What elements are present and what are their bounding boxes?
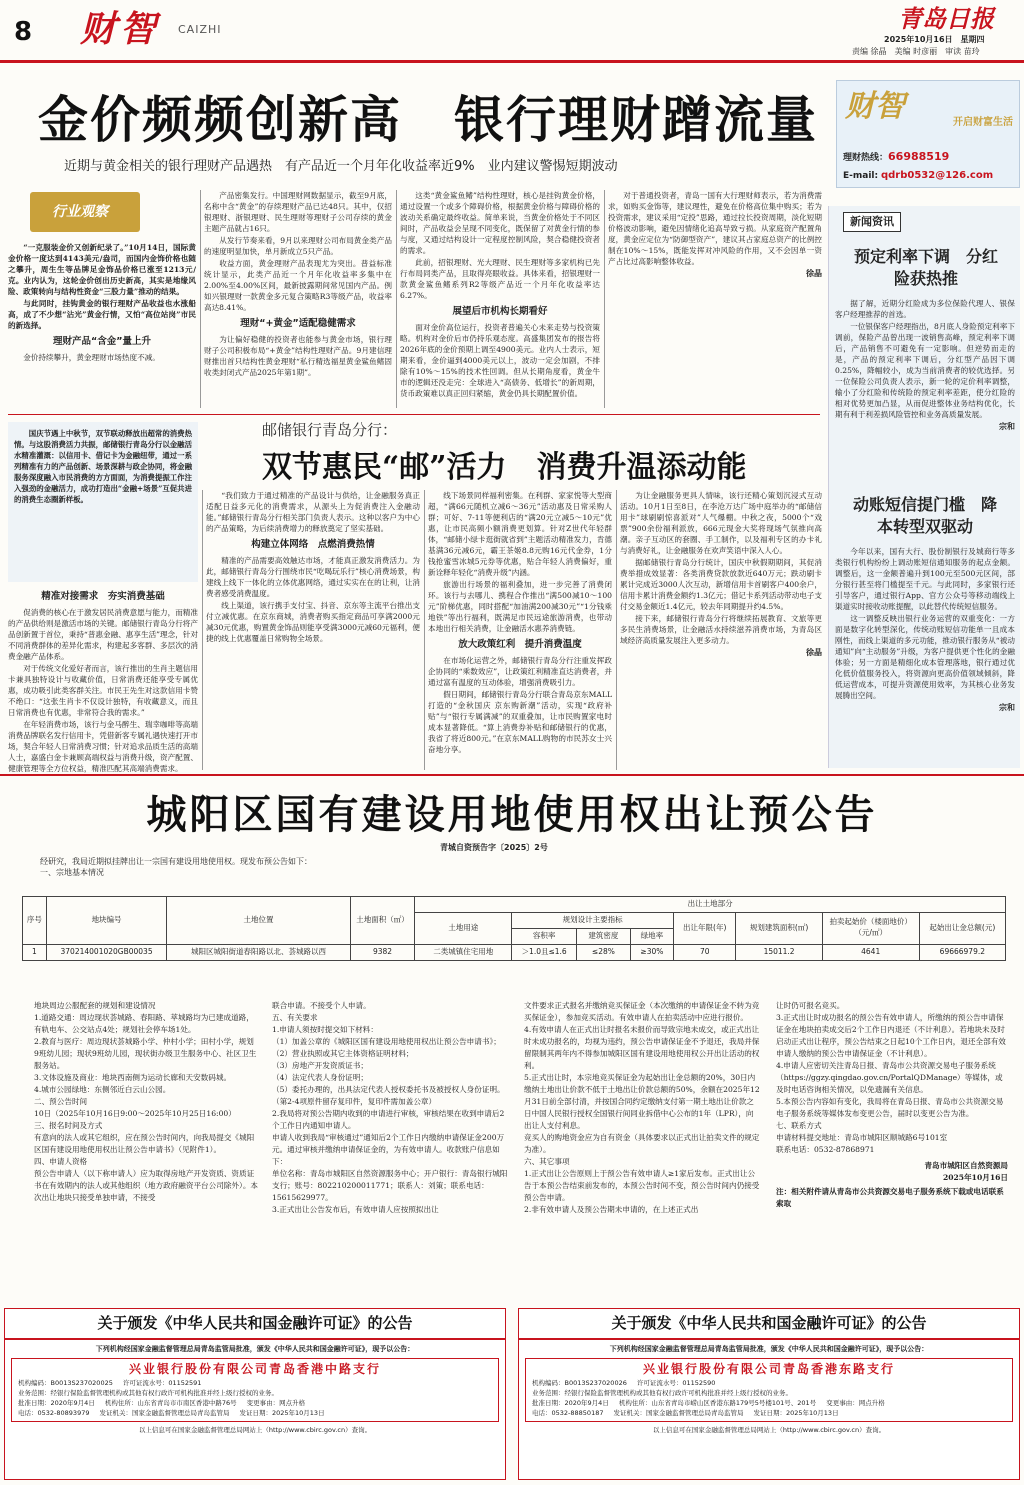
th-seq: 序号: [23, 897, 47, 945]
announcement-section-1: 一、宗地基本情况: [40, 868, 104, 877]
article1-p10: 对于普通投资者，青岛一国有大行理财师表示，若为消费需求，如购买金饰等，建议理性，避免在价格高位集中购买；若为投资需求，建议采用“定投”思路，通过拉长投资周期，淡化短期价格波动影响，避免因情绪化追高导致亏损。从家庭资产配置角度，黄金应定位为“防御型资产”，建议其占家庭总资产的比例控制在10%～15%，既能发挥对冲风险的作用，又不会因单一资产占比过高影响整体收益。: [608, 191, 822, 266]
table-row: [23, 944, 1006, 960]
ann-c2-5: （3）房地产开发资质证书；: [272, 1061, 368, 1070]
article2-p2: 对于传统文化爱好者而言，该行推出的生肖主题信用卡兼具独特设计与收藏价值，日常消费还能享受专属优惠，成功吸引此类客群关注。市民王先生对这款信用卡赞不绝口：“这张生肖卡不仅设计独特，有收藏意义，而且日常消费也有优惠，非常符合我的需求。”: [8, 663, 198, 717]
ann-c1-8: 有意向的法人或其它组织，应在预公告时间内，向我局提交《城阳区国有建设用地使用权出让预公告申请书》（见附件1）。: [34, 1133, 255, 1154]
ann-c4-2: 4.申请人应密切关注青岛日报、青岛市公共资源交易电子服务系统（https://ggzy.qingdao.gov.cn/PortalQDManage）等媒体，或及时电话咨询相关情况，以免遗漏有关信息。: [776, 1061, 1003, 1094]
article2-col3: [428, 490, 612, 756]
ann-c4-6: 联系电话：0532-87868971: [776, 1145, 875, 1154]
brand-box-title: 财智: [845, 89, 905, 124]
ann-c2-11: 单位名称：青岛市城阳区自然资源服务中心；开户银行：青岛银行城阳支行；账号：802210200011771；联系人：刘策；联系电话：15615629977。: [272, 1169, 508, 1202]
news1-title: 预定利率下调 分红险获热推: [853, 247, 998, 288]
article2-subhead-1: 精准对接需求 夯实消费基础: [41, 591, 165, 602]
ann-c2-8: （第2-4项原件留存复印件，复印件需加盖公章）: [272, 1097, 437, 1106]
ann-c2-10: 申请人收到我局“审核通过”通知后2个工作日内缴纳申请保证金200万元。通过审核并缴纳申请保证金的，为有效申请人。收款账户信息如下：: [272, 1133, 505, 1166]
cell-code: 370214001020GB00035: [46, 944, 167, 960]
ann-c1-2: 2.教育与医疗：周边现状荟城路小学、仲村小学；田村小学，规划9班幼儿园；现状9班幼儿园，现状街办级卫生服务中心、社区卫生服务站。: [34, 1037, 257, 1070]
announcement-col3: [524, 1000, 760, 1216]
divider: [604, 190, 605, 408]
cell-years: 70: [673, 944, 736, 960]
article2-p6: 线上渠道，该行携手支付宝、抖音、京东等主流平台推出支付立减优惠。在京东商城，消费者购买指定商品可享满2000元减30元优惠，购置黄金饰品则能享受满3000元减60元福利，便捷的线上优惠覆盖日常购物全场景。: [206, 600, 420, 643]
license-left-title: 关于颁发《中华人民共和国金融许可证》的公告: [5, 1309, 505, 1340]
th-area: 土地面积（㎡）: [350, 897, 415, 945]
th-green: 绿地率: [630, 928, 673, 944]
cell-green: ≥30%: [630, 944, 673, 960]
license-left-no: 许可证流水号：01152591: [122, 1378, 202, 1387]
page-number: 8: [14, 17, 33, 47]
article2-byline: 徐晶: [806, 647, 822, 657]
main-headline: 金价频频创新高 银行理财蹭流量: [38, 90, 818, 149]
announcement-intro-text: 经研究，我局近期拟挂牌出让一宗国有建设用地使用权。现发布预公告如下：: [40, 857, 312, 866]
announcement-doc-no: 青城自资预告字〔2025〕2号: [440, 843, 548, 852]
license-left-lead: 下列机构经国家金融监督管理总局青岛监管局批准，颁发《中华人民共和国金融许可证》，现予以公告：: [95, 1344, 415, 1353]
ann-c1-3: 3.文体设施及商业：地块西南侧为运动长廊和天安数码城。: [34, 1073, 232, 1082]
article1-p9: 面对金价高位运行，投资者普遍关心未来走势与投资策略。机构对金价后市仍持乐观态度。高盛集团发布的报告将2026年底的金价预期上调至4900美元。业内人士表示，短期来看，金价逼到4000美元以上，波动一定会加剧，不排除有10%～15%的技术性回调。但从长期角度看，黄金牛市的逻辑还没走完：全球进入“高债务、低增长”的新周期，货币政策难以真正回归紧缩，黄金仍具长期配置价值。: [400, 322, 600, 398]
news1-byline: 宗和: [999, 421, 1015, 431]
cell-area: 9382: [350, 944, 415, 960]
license-left-code: 机构编码：B0013S237020025: [18, 1378, 113, 1387]
license-left-bank: 兴业银行股份有限公司青岛香港中路支行: [128, 1361, 381, 1376]
th-years: 出让年限(年): [673, 912, 736, 944]
ann-c2-3: （1）加盖公章的《城阳区国有建设用地使用权出让预公告申请书》；: [272, 1037, 501, 1046]
ann-c1-7: 三、报名时间及方式: [34, 1121, 103, 1130]
article2-p10: 假日期间，邮储银行青岛分行联合青岛京东MALL打造的“金秋国庆 京东购新潮”活动，实现“政府补贴”与“银行专属满减”的双重叠加，让市民购置家电时成本显著降低。“算上消费券补贴和邮储银行的优惠，我省了将近800元。”在京东MALL购物的市民苏女士兴奋地分享。: [428, 689, 612, 754]
license-right-change: 变更事由：网点升格: [826, 1398, 885, 1407]
cell-seq: 1: [23, 944, 47, 960]
land-table: [22, 896, 1006, 961]
news1-p2: 一位银保客户经理指出，8月底人身险预定利率下调前，保险产品曾出现一波销售高峰，预定利率下调后，产品销售不可避免有一定影响。但逆势而走的是，产品的预定利率下调后，分红型产品因下调0.25%，降幅较小，成为当前消费者的较优选择。另一位保险公司负责人表示，新一轮的定价利率调整，输小了分红险和传统险的预定利率差距，使分红险的相对优势更加凸显，从而促进整体业务结构优化，长期有利于利差损风险管控和业务高质量发展。: [835, 322, 1015, 419]
article1-p3: 产品密集发行。中国理财网数据显示，截至9月底，名称中含“黄金”的存续理财产品已达48只。其中，仅招银理财、浙银理财、民生理财等理财子公司存续的黄金主题产品就占16只。: [204, 191, 392, 233]
license-left-phone: 电话：0532-80893979: [18, 1408, 90, 1417]
section-pinyin: CAIZHI: [178, 23, 222, 36]
license-right-footer: 以上信息可在国家金融监督管理总局网站上（http://www.cbirc.gov.cn）查询。: [652, 1425, 886, 1434]
article2-p7: 线下场景同样福利密集。在利群、家家悦等大型商超，“满66元随机立减6～36元”活动惠及日常采购人群；可好、7-11等便利店的“满20元立减5～10元”优惠，让市民高频小额消费更划算。针对Z世代年轻群体，“邮储小绿卡逛街就省到”主题活动精准发力，肯德基满36元减6元，霸王茶姬8.8元购16元代金券，1分钱抢蜜雪冰城5元券等优惠，贴合年轻人消费偏好，重新诠释年轻化“消费升级”内涵。: [428, 491, 612, 577]
article1-col2: [204, 190, 392, 379]
article2-headline: 双节惠民“邮”活力 消费升温添动能: [262, 450, 747, 485]
article1-subhead-2: 理财“+黄金”适配稳健需求: [240, 318, 356, 329]
cell-floor: 15011.2: [736, 944, 822, 960]
article2-p5: 精准的产品需要高效触达市场，才能真正激发消费活力。为此，邮储银行青岛分行围绕市民“吃喝玩乐行”核心消费场景，构建线上线下一体化的立体优惠网络，通过实实在在的让利，让消费者感受消费温度。: [206, 555, 420, 598]
ann-c1-4: 4.城市公园绿地：东侧邻近白云山公园。: [34, 1085, 171, 1094]
license-right-issue-date: 发证日期：2025年10月13日: [753, 1408, 839, 1417]
article1-p8: 此前，招银理财、光大理财、民生理财等多家机构已先行布局同类产品，且取得亮眼收益。具体来看，招银理财一款黄金鲨鱼鳍系列R2等级产品近一个月年化收益率达6.27%。: [400, 258, 600, 300]
article2-p12: 据邮储银行青岛分行统计，国庆中秋假期期间，其促消费举措成效显著：各类消费贷款放款近640万元；跌动刷卡累计完成近3000人次互动，新增信用卡首刷客户400余户，信用卡累计消费金额约1.3亿元；借记卡系列活动带动电子支付交易金额近1.4亿元，较去年同期提升约4.5%。: [620, 558, 822, 611]
ann-c2-0: 联合申请。不接受个人申请。: [272, 1001, 371, 1010]
article1-p1: 与此同时，挂钩黄金的银行理财产品收益也水涨船高，成了不少想“沾光”黄金行情，又怕“高位站岗”市民的新选择。: [8, 299, 196, 330]
th-location: 土地位置: [167, 897, 350, 945]
license-right-approve: 批准日期：2020年9月4日: [532, 1398, 609, 1407]
th-price: 拍卖起始价（楼面地价）（元/㎡）: [822, 912, 919, 944]
article1-p2: 金价持续攀升，黄金理财市场热度不减。: [23, 352, 160, 362]
th-total: 起始出让金总额(元): [919, 912, 1005, 944]
news2-p2: 这一调整反映出银行业务运营的双重变化：一方面是数字化转型深化，传统动账短信功能单一且成本刚性，而线上渠道的多元功能，推动银行服务从“被动通知”向“主动服务”升级，为客户提供更个性化的金融体验；另一方面是精细化成本管理落地，银行通过优化低价值服务投入，将资源向更高价值领域倾斜，降低运营成本，可提升资源使用效率，为其核心业务发展腾出空间。: [835, 614, 1015, 700]
license-right-lead: 下列机构经国家金融监督管理总局青岛监管局批准，颁发《中华人民共和国金融许可证》，现予以公告：: [609, 1344, 929, 1353]
article2-subhead-3: 放大政策红利 提升消费温度: [458, 639, 582, 650]
article2-p9: 在市场化运营之外，邮储银行青岛分行注重发挥政企协同的“乘数效应”，让政策红利精准直达消费者，并通过富有温度的互动体验，增强消费吸引力。: [428, 655, 612, 687]
license-right-address: 机构住所：山东省青岛市崂山区香港东路179号5号楼101号、201号: [618, 1398, 817, 1407]
newspaper-logo: 青岛日报: [898, 4, 994, 33]
column-badge: [30, 192, 140, 232]
article1-byline: 徐晶: [806, 268, 822, 278]
news2-p1: 今年以来，国有大行、股份制银行及城商行等多类银行机构纷纷上调动账短信通知服务的起点金额。调整后，这一金额普遍升到100元至500元区间，部分银行甚至将门槛提至千元。与此同时，多家银行还引导客户，通过银行App、官方公众号等移动端线上渠道实时接收动账提醒，以此替代传统短信服务。: [835, 547, 1015, 611]
article1-p4: 从发行节奏来看，9月以来理财公司布局黄金类产品的速度明显加快，单月新成立5只产品。: [204, 236, 392, 256]
ann-c3-5: 1.正式出让公告原则上于预公告有效申请人≥1家后发布。正式出让公告于本预公告结束前发布的，本预公告时间不变，预公告时间内仍接受预公告申请。: [524, 1169, 760, 1202]
brand-box-slogan: 开启财富生活: [953, 117, 1013, 128]
th-floor: 规划建筑面积(㎡): [736, 912, 822, 944]
ann-c3-2: 5.正式出让时，本宗地竞买保证金为起始出让金总额的20%，30日内缴纳土地出让价款不低于土地出让价款总额的50%，余额在2025年12月31日前全部付清，并按国合同约定缴纳支付第一期土地出让价款之日中国人民银行授权全国银行间同业拆借中心公布的1年（LPR），向出让人支付利息。: [524, 1073, 760, 1130]
th-group: 出让土地部分: [415, 897, 1006, 913]
news2-body: [835, 546, 1015, 714]
article2-p4: “我们致力于通过精准的产品设计与供给，让金融服务真正适配日益多元化的消费需求，从源头上为促消费注入金融动能。”邮储银行青岛分行相关部门负责人表示。这种以客户为中心的产品策略，为后续消费增力的释放奠定了坚实基础。: [206, 491, 420, 533]
ann-note: 注：相关附件请从青岛市公共资源交易电子服务系统下载或电话联系索取: [776, 1187, 1004, 1208]
announcement-col2: [272, 1000, 508, 1216]
th-code: 地块编号: [46, 897, 167, 945]
brand-hotline: [843, 149, 949, 165]
divider: [0, 774, 1024, 776]
license-right-phone: 电话：0532-88850187: [532, 1408, 604, 1417]
license-right-scope: 业务范围：经银行保险监督管理机构或其他有权行政许可机构批准并经上级行授权的业务。: [532, 1388, 792, 1397]
article2-lead: 国庆节遇上中秋节，双节联动释放出超常的消费热情。与这股消费活力共振，邮储银行青岛分行以金融活水精准灌溉：以信用卡、借记卡为金融纽带，通过一系列精准有力的产品创新、场景深耕与政企协同，将金融服务深度融入市民消费的方方面面，为消费提振工作注入强劲的金融活力，成功打造出“金融+场景”互促共进的消费生态圈新样板。: [14, 429, 192, 504]
brand-email: [843, 169, 993, 184]
license-right-code: 机构编码：B0013S237020026: [532, 1378, 627, 1387]
ann-c1-6: 10日（2025年10月16日9:00～2025年10月25日16:00）: [34, 1109, 236, 1118]
article2-col4: [620, 490, 822, 659]
ann-c2-9: 2.我局将对预公告期内收到的申请进行审核，审核结果在收到申请后2个工作日内通知申请人。: [272, 1109, 505, 1130]
th-far: 容积率: [512, 928, 577, 944]
ann-c1-0: 地块周边公服配套的规划和建设情况: [34, 1001, 156, 1010]
sidebar: [828, 206, 1020, 768]
article2-p3-start: [8, 719, 198, 774]
article1-subhead-1: 理财产品“含金”量上升: [53, 336, 151, 347]
ann-c3-0: 文件要求正式报名并缴纳竞买保证金（本次缴纳的申请保证金不转为竞买保证金），参加竞买活动。有效申请人在拍卖活动中应进行报价。: [524, 1001, 760, 1022]
hotline-number: 66988519: [888, 150, 950, 163]
ann-c4-0: 让时仍可报名竞买。: [776, 1001, 845, 1010]
ann-c2-6: （4）法定代表人身份证明；: [272, 1073, 368, 1082]
ann-signoff-org: 青岛市城阳区自然资源局: [924, 1161, 1008, 1170]
ann-c1-5: 二、预公告时间: [34, 1097, 88, 1106]
license-left-issue-date: 发证日期：2025年10月13日: [239, 1408, 325, 1417]
ann-c3-6: 2.非有效申请人及预公告期未申请的，在上述正式出: [524, 1205, 699, 1214]
divider: [424, 490, 425, 770]
land-table-grid: [22, 896, 1006, 961]
ann-c2-12: 3.正式出让公告发布后，有效申请人应按照拟出让: [272, 1205, 439, 1214]
ann-c1-9: 四、申请人资格: [34, 1157, 88, 1166]
article2-lead-box: [8, 422, 198, 582]
ann-c2-4: （2）营业执照或其它主体资格证明材料；: [272, 1049, 414, 1058]
article2-p11: 为让金融服务更具人情味，该行还精心策划沉浸式互动活动。10月1日至8日，在李沧万达广场中庭举办的“邮储信用卡”球刷刷惊喜派对”人气爆棚。中秋之夜，5000个“戏票”900余份福利派放，666元现金大奖将现场气氛推向高潮。亲子互动区的套圈、手工制作，以及福利专区的办卡礼与消费好礼，让金融服务在欢声笑语中深入人心。: [620, 491, 822, 555]
page-header: [0, 0, 1024, 62]
divider: [8, 414, 820, 415]
article2-col2: [206, 490, 420, 645]
license-right-title: 关于颁发《中华人民共和国金融许可证》的公告: [519, 1309, 1019, 1340]
news1-body: [835, 298, 1015, 433]
ann-c1-10: 预公告申请人（以下称申请人）应为取得房地产开发资质、资质证书在有效期内的法人或其他组织（地方政府融资平台公司除外）。本次出让地块只接受单独申请，不接受: [34, 1169, 259, 1202]
ann-c4-3: 5.本预公告内容如有变化，我局将在青岛日报、青岛市公共资源交易电子服务系统等媒体发布变更公告，届时以变更公告为准。: [776, 1097, 1004, 1118]
cell-use: 二类城镇住宅用地: [415, 944, 512, 960]
news2-byline: 宗和: [999, 702, 1015, 712]
brand-box: [836, 80, 1020, 188]
header-rule: [0, 60, 1024, 63]
announcement-intro: [40, 856, 980, 878]
license-left-change: 变更事由：网点升格: [246, 1398, 306, 1407]
divider: [396, 190, 397, 408]
cell-density: ≤28%: [576, 944, 630, 960]
ann-c2-1: 五、有关要求: [272, 1013, 318, 1022]
cell-price: 4641: [822, 944, 919, 960]
license-left-address: 机构住所：山东省青岛市市南区香港中路76号: [104, 1398, 237, 1407]
news2-title: 动账短信提门槛 降本转型双驱动: [852, 495, 997, 536]
cell-location: 城阳区城阳街道春阳路以北、荟城路以西: [167, 944, 350, 960]
ann-c3-1: 4.有效申请人在正式出让时报名未报价而导致宗地未成交，或正式出让时未成功报名的，均视为违约，预公告申请保证金不予退还，我局并保留限制其两年内不得参加城阳区国有建设用地使用权公开出让活动的权利。: [524, 1025, 760, 1070]
license-notice-left: [4, 1308, 506, 1480]
editors-line: 责编 徐晶 美编 时彦丽 审读 苗玲: [852, 47, 980, 56]
license-left-approve: 批准日期：2020年9月4日: [18, 1398, 95, 1407]
ann-c4-1: 3.正式出让时成功报名的预公告有效申请人，所缴纳的预公告申请保证金在地块拍卖成交后2个工作日内退还（不计利息）。若地块未及时启动正式出让程序，预公告结束之日起10个工作日内，退还全部有效申请人缴纳的预公告申请保证金（不计利息）。: [776, 1013, 1006, 1058]
announcement-title: 城阳区国有建设用地使用权出让预公告: [146, 792, 878, 838]
ann-signoff-date: 2025年10月16日: [942, 1173, 1008, 1182]
article1-intro: “一克服装金价又创新纪录了。”10月14日，国际黄金价格一度达到4143美元/盎司，而国内金饰价格也随之攀升，周生生等品牌足金饰品价格已涨至1213元/克。业内认为，这轮金价创出历史新高，其实是地缘风险、政策转向与结构性资金“三股力量”推动的结果。: [8, 243, 196, 296]
ann-c4-5: 申请材料提交地址：青岛市城阳区顺城路6号101室: [776, 1133, 948, 1142]
article2-p8: 旅游出行场景的福利叠加，进一步完善了消费闭环。该行与去哪儿、携程合作推出“满500减10～100元”阶梯优惠，同时搭配“加油满200减30元”“1分钱乘地铁”等出行福利，既满足市民远途旅游消费，也带动本地出行相关消费，让金融活水惠养消费链。: [428, 580, 612, 633]
article2-p1: 促消费的核心在于激发居民消费意愿与能力，而精准的产品供给则是激活市场的关键。邮储银行青岛分行将产品创新置于首位，秉持“普惠金融、惠享生活”理念，针对不同消费群体的差异化需求，构建起多客群、多层次的消费金融产品体系。: [8, 607, 199, 661]
license-left-card: [11, 1358, 499, 1422]
article1-p6: 为让偏好稳健的投资者也能参与黄金市场，银行理财子公司积极布局“+黄金”结构性理财产品。9月建信理财推出首只结构性黄金理财“私行精选福星黄金鲨鱼鳍固收类封闭式产品2025年第1期”。: [204, 334, 392, 377]
date-line: 2025年10月16日 星期四: [884, 35, 985, 44]
ann-c2-2: 1.申请人须按时提交如下材料：: [272, 1025, 378, 1034]
ann-c2-7: （5）委托办理的，出具法定代表人授权委托书及被授权人身份证明。: [272, 1085, 505, 1094]
hotline-label: 理财热线：: [843, 153, 889, 163]
main-subheadline: 近期与黄金相关的银行理财产品遇热 有产品近一个月年化收益率近9% 业内建议警惕短期波动: [64, 159, 618, 174]
cell-far: ＞1.0且≤1.6: [512, 944, 577, 960]
sidebar-tag: 新闻资讯: [843, 212, 901, 232]
ann-c3-4: 六、其它事项: [524, 1157, 570, 1166]
license-left-footer: 以上信息可在国家金融监督管理总局网站上（http://www.cbirc.gov.cn）查询。: [138, 1425, 372, 1434]
email-label: E-mail:: [843, 171, 879, 181]
email-address[interactable]: qdrb0532@126.com: [880, 170, 994, 181]
announcement-col4: [776, 1000, 1008, 1210]
article2-kicker: 邮储银行青岛分行：: [262, 421, 398, 439]
section-title: 财智: [80, 9, 161, 50]
news1-p1: 据了解，近期分红险成为多位保险代理人、银保客户经理推荐的首选。: [835, 299, 1015, 319]
ann-c1-1: 1.道路交通：周边现状荟城路、春阳路、萃城路均为已建成道路，有轨电车、公交站点4处；规划社会停车场1处。: [34, 1013, 254, 1034]
article1-p5: 收益方面，黄金理财产品表现尤为突出。普益标准统计显示，此类产品近一个月年化收益率多集中在2.00%至4.00%区间，最新披露期间常见国内产品。例如兴银理财一款黄金多元复合策略R3等级产品，收益率高达8.41%。: [204, 259, 392, 312]
license-right-no: 许可证流水号：01152590: [636, 1378, 716, 1387]
license-notice-right: [518, 1308, 1020, 1480]
license-left-scope: 业务范围：经银行保险监督管理机构或其他有权行政许可机构批准并经上级行授权的业务。: [18, 1388, 278, 1397]
article1-col4: [608, 190, 822, 280]
license-right-issuer: 发证机关：国家金融监督管理总局青岛监管局: [613, 1408, 744, 1417]
divider: [202, 490, 203, 770]
divider: [616, 490, 617, 770]
license-right-bank: 兴业银行股份有限公司青岛香港东路支行: [642, 1361, 895, 1376]
article2-p3: 在年轻消费市场，该行与金马醉生、瑞幸咖啡等高端消费品牌联名发行信用卡，凭借新客专属礼遇快速打开市场，契合年轻人日常消费习惯；针对追求品质生活的高端人士，嘉盛白金卡兼顾高端权益与消费升级，资产配置、健康管理等全方位权益，精准匹配其高端消费需求。: [8, 719, 198, 773]
article1-col1: [8, 242, 196, 364]
ann-c4-4: 七、联系方式: [776, 1121, 822, 1130]
license-right-card: [525, 1358, 1013, 1422]
th-use: 土地用途: [415, 912, 512, 944]
cell-total: 69666979.2: [919, 944, 1005, 960]
article1-col3: [400, 190, 600, 398]
license-left-issuer: 发证机关：国家金融监督管理总局青岛监管局: [99, 1408, 230, 1417]
article2-col1: [8, 586, 198, 775]
article2-p13: 接下来，邮储银行青岛分行将继续拓展教育、文旅等更多民生消费场景，让金融活水持续滋养消费市场，为青岛区域经济高质量发展注入更多动力。: [620, 614, 822, 645]
column-badge-label: 行业观察: [52, 204, 108, 220]
divider: [200, 190, 201, 408]
th-density: 建筑密度: [576, 928, 630, 944]
article1-subhead-3: 展望后市机构长期看好: [452, 306, 548, 317]
announcement-col1: [34, 1000, 258, 1204]
article1-p7: 这类“黄金鲨鱼鳍”结构性理财，核心是挂钩黄金价格，通过设置一个或多个障碍价格，根据黄金价格与障碍价格的波动关系确定最终收益。简单来说，当黄金价格处于不同区间时，产品收益会呈现不同变化，既保留了对黄金行情的参与度，又通过结构设计一定程度控制风险，契合稳健投资者的需求。: [400, 191, 600, 255]
th-plan: 规划设计主要指标: [512, 912, 674, 928]
article2-subhead-2: 构建立体网络 点燃消费热情: [251, 539, 375, 550]
ann-c3-3: 竞买人的购地资金应为自有资金（具体要求以正式出让拍卖文件的规定为准）。: [524, 1133, 760, 1154]
